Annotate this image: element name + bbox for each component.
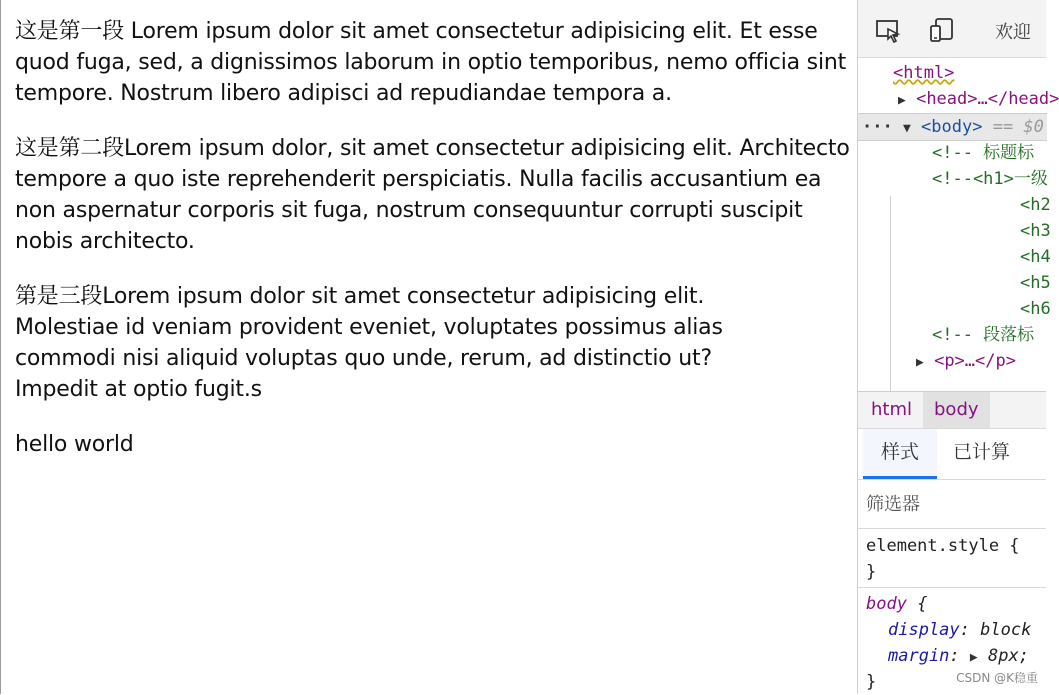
- paragraph-3: 第是三段Lorem ipsum dolor sit amet consectetur adipisicing elit. Molestiae id veniam provident eveniet, voluptates possimus alias commodi nisi aliquid voluptas quo unde, rerum, ad distinctio ut? Impedit at optio fugit.s: [15, 284, 723, 402]
- prop-margin: margin: [888, 646, 950, 666]
- styles-filter: [858, 480, 1046, 529]
- expand-shorthand-icon[interactable]: ▶: [969, 650, 978, 665]
- breadcrumb: [858, 392, 1046, 429]
- paragraph-2: 这是第二段Lorem ipsum dolor, sit amet consectetur adipisicing elit. Architecto tempore a quo iste reprehenderit perspiciatis. Nulla facilis accusantium ea non aspernatur corporis sit fuga, nostrum consequuntur corrupti suscipit nobis architecto.: [15, 136, 850, 254]
- devtools-toolbar: [858, 0, 1046, 58]
- tab-computed[interactable]: 已计算: [953, 441, 1011, 463]
- body-close-brace: }: [866, 672, 877, 692]
- body-tag: <body>: [921, 117, 983, 137]
- comment-h1[interactable]: <!--<h1>一级: [932, 169, 1048, 189]
- device-emulation-icon[interactable]: [928, 16, 956, 44]
- html-open-tag: <html>: [893, 63, 955, 83]
- filter-input[interactable]: [864, 486, 1048, 522]
- breadcrumb-body[interactable]: body: [923, 392, 990, 428]
- collapse-triangle-icon[interactable]: ▼: [902, 121, 911, 136]
- decl-margin[interactable]: margin: ▶ 8px;: [888, 646, 1029, 666]
- expand-triangle-icon[interactable]: ▶: [898, 93, 906, 108]
- comment-h5[interactable]: <h5: [1020, 273, 1051, 293]
- node-body-selected[interactable]: [858, 113, 1047, 141]
- rule-close-brace: }: [866, 562, 877, 582]
- styles-tabs: [858, 429, 1046, 480]
- comment-h3[interactable]: <h3: [1020, 221, 1051, 241]
- watermark: CSDN @K稳重: [956, 671, 1038, 685]
- comment-paragraph[interactable]: <!-- 段落标: [932, 325, 1035, 345]
- node-html[interactable]: [893, 60, 954, 86]
- body-rule-header[interactable]: [858, 591, 1046, 617]
- elements-tree: [858, 58, 1059, 392]
- comment-h6[interactable]: <h6: [1020, 299, 1051, 319]
- selected-node-marker: == $0: [992, 117, 1044, 137]
- paragraph-1: 这是第一段 Lorem ipsum dolor sit amet consectetur adipisicing elit. Et esse quod fuga, sed, a dignissimos laborum in optio temporibus, nemo officia sint tempore. Nostrum libero adipisci ad repudiandae tempora a.: [15, 19, 847, 106]
- node-p[interactable]: [916, 348, 1016, 374]
- p-tag: <p>…</p>: [934, 351, 1016, 371]
- prop-display: display: [888, 620, 960, 640]
- paragraph-4: hello world: [15, 432, 134, 457]
- more-actions-icon[interactable]: ···: [862, 117, 893, 137]
- devtools-panel: [857, 0, 1059, 694]
- expand-triangle-icon[interactable]: ▶: [916, 355, 924, 370]
- head-tag: <head>…</head>: [916, 89, 1059, 109]
- node-head[interactable]: [898, 86, 1059, 112]
- body-selector: body: [866, 594, 907, 614]
- body-open-brace: {: [906, 594, 928, 614]
- breadcrumb-html[interactable]: html: [871, 399, 913, 420]
- element-style-selector[interactable]: element.style {: [866, 536, 1020, 556]
- val-margin: 8px;: [987, 646, 1029, 666]
- comment-h2[interactable]: <h2: [1020, 195, 1051, 215]
- tree-indent-guide: [890, 196, 891, 396]
- inspect-element-icon[interactable]: [874, 16, 902, 44]
- tab-welcome[interactable]: 欢迎: [995, 22, 1031, 43]
- comment-title[interactable]: <!-- 标题标: [932, 143, 1035, 163]
- val-display: block: [980, 620, 1032, 640]
- decl-display[interactable]: display: block: [888, 620, 1032, 640]
- comment-h4[interactable]: <h4: [1020, 247, 1051, 267]
- tab-styles[interactable]: 样式: [863, 429, 937, 479]
- rule-element-style: [858, 529, 1046, 588]
